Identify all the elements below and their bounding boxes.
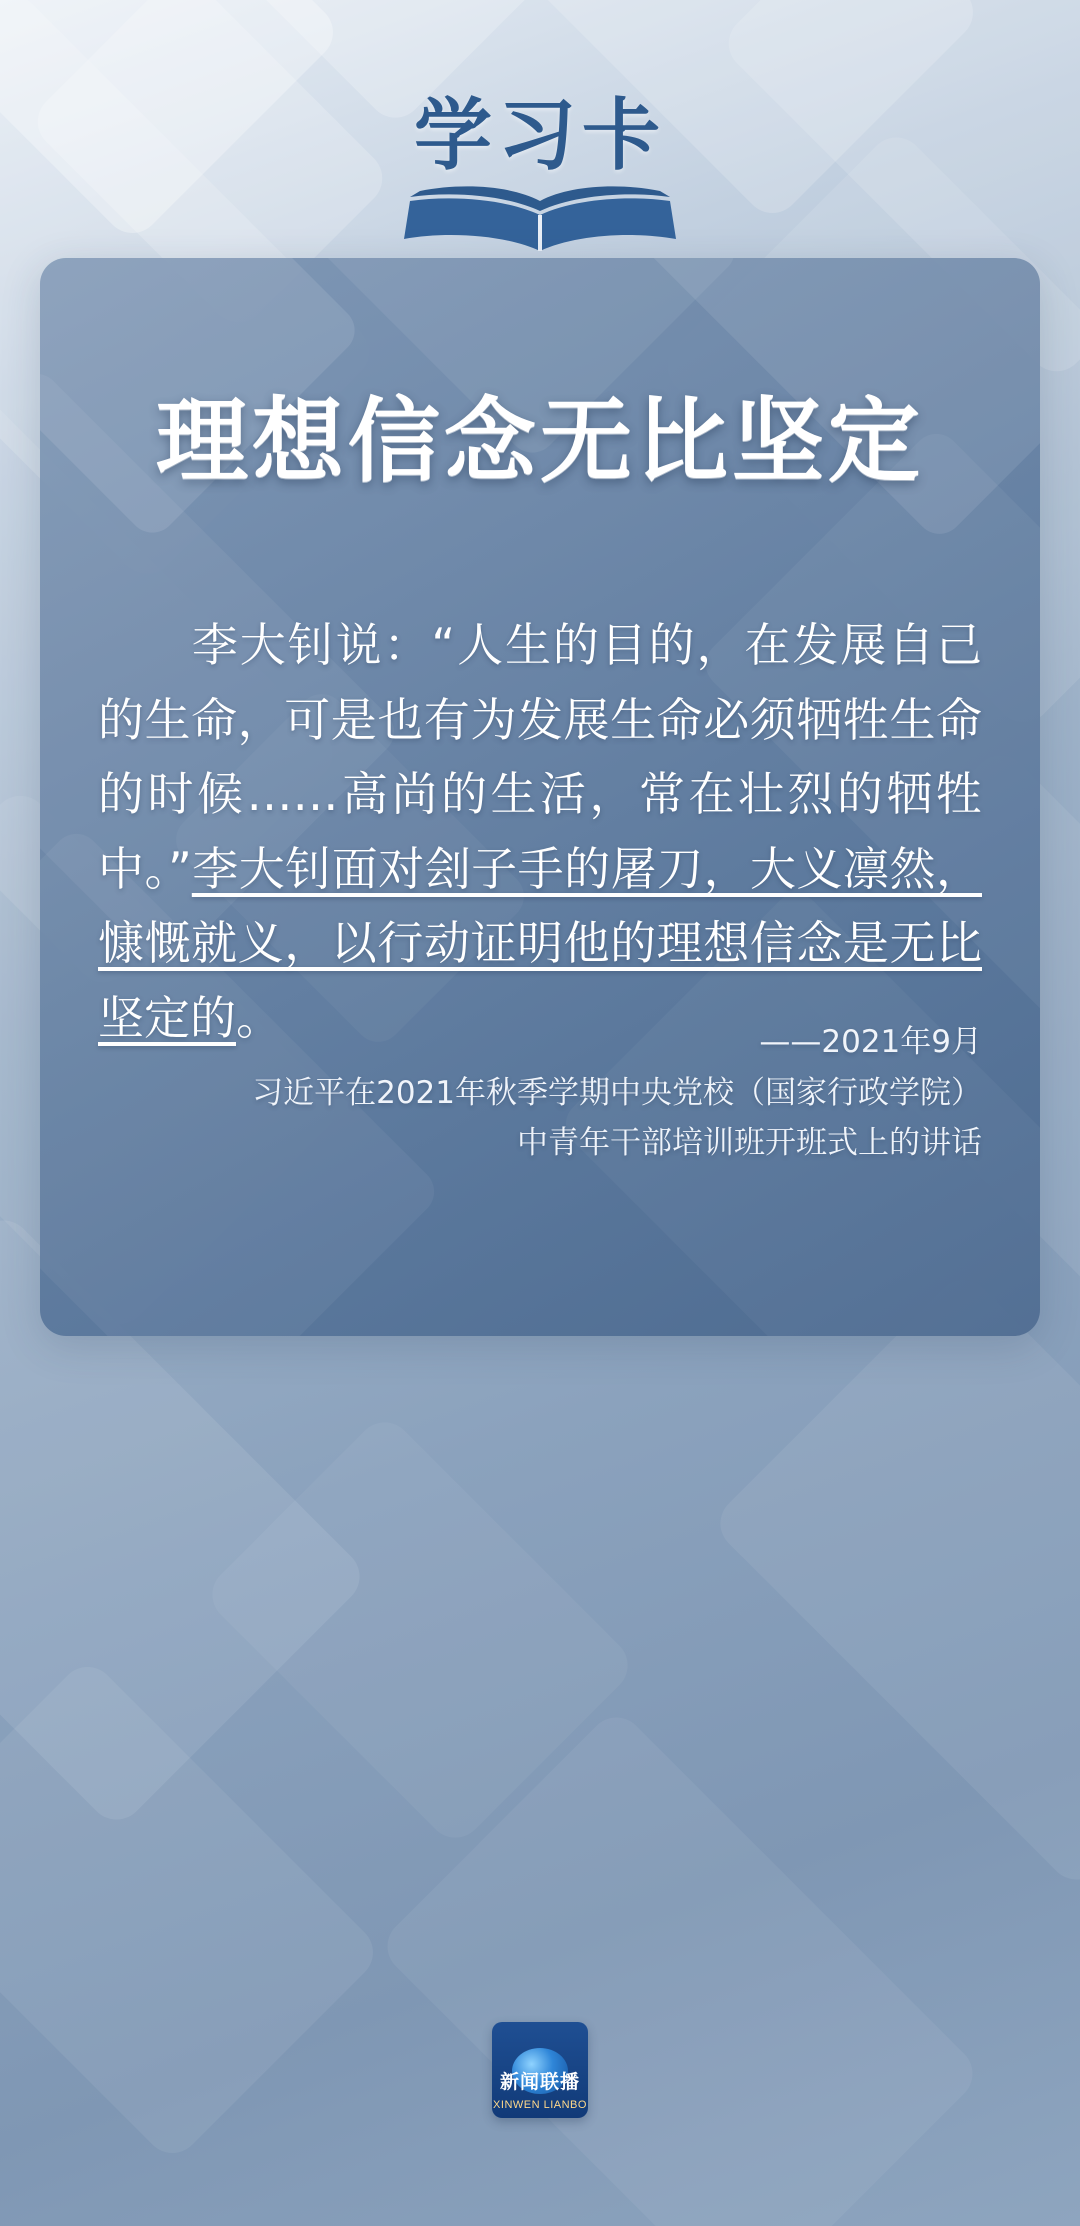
quote-source <box>222 1017 982 1168</box>
quote-end-text: 。 <box>236 990 282 1045</box>
xinwen-lianbo-badge <box>492 2022 588 2118</box>
badge-label-cn: 新闻联播 <box>499 2071 580 2093</box>
source-date: ——2021年9月 <box>759 1024 982 1061</box>
quote-lead-text: 李大钊说：“人生的目的，在发展自己的生命，可是也有为发展生命必须牺牲生命的时候……高尚的生活，常在壮烈的牺牲中。” <box>98 618 982 896</box>
brand-logo <box>330 89 750 264</box>
badge-label-en: XINWEN LIANBO <box>493 2099 587 2111</box>
quote-underlined-text: 李大钊面对刽子手的屠刀，大义凛然，慷慨就义，以行动证明他的理想信念是无比坚定的 <box>98 841 982 1045</box>
page-title: 理想信念无比坚定 <box>155 388 924 495</box>
card-content <box>40 368 1040 1055</box>
quote-card <box>40 258 1040 1336</box>
open-book-icon <box>330 181 750 264</box>
quote-paragraph <box>98 608 982 1055</box>
poster-footer <box>0 2022 1080 2118</box>
source-line-3: 中青年干部培训班开班式上的讲话 <box>517 1124 982 1161</box>
brand-logo-text: 学习卡 <box>413 89 666 181</box>
source-line-2: 习近平在2021年秋季学期中央党校（国家行政学院） <box>252 1074 982 1111</box>
